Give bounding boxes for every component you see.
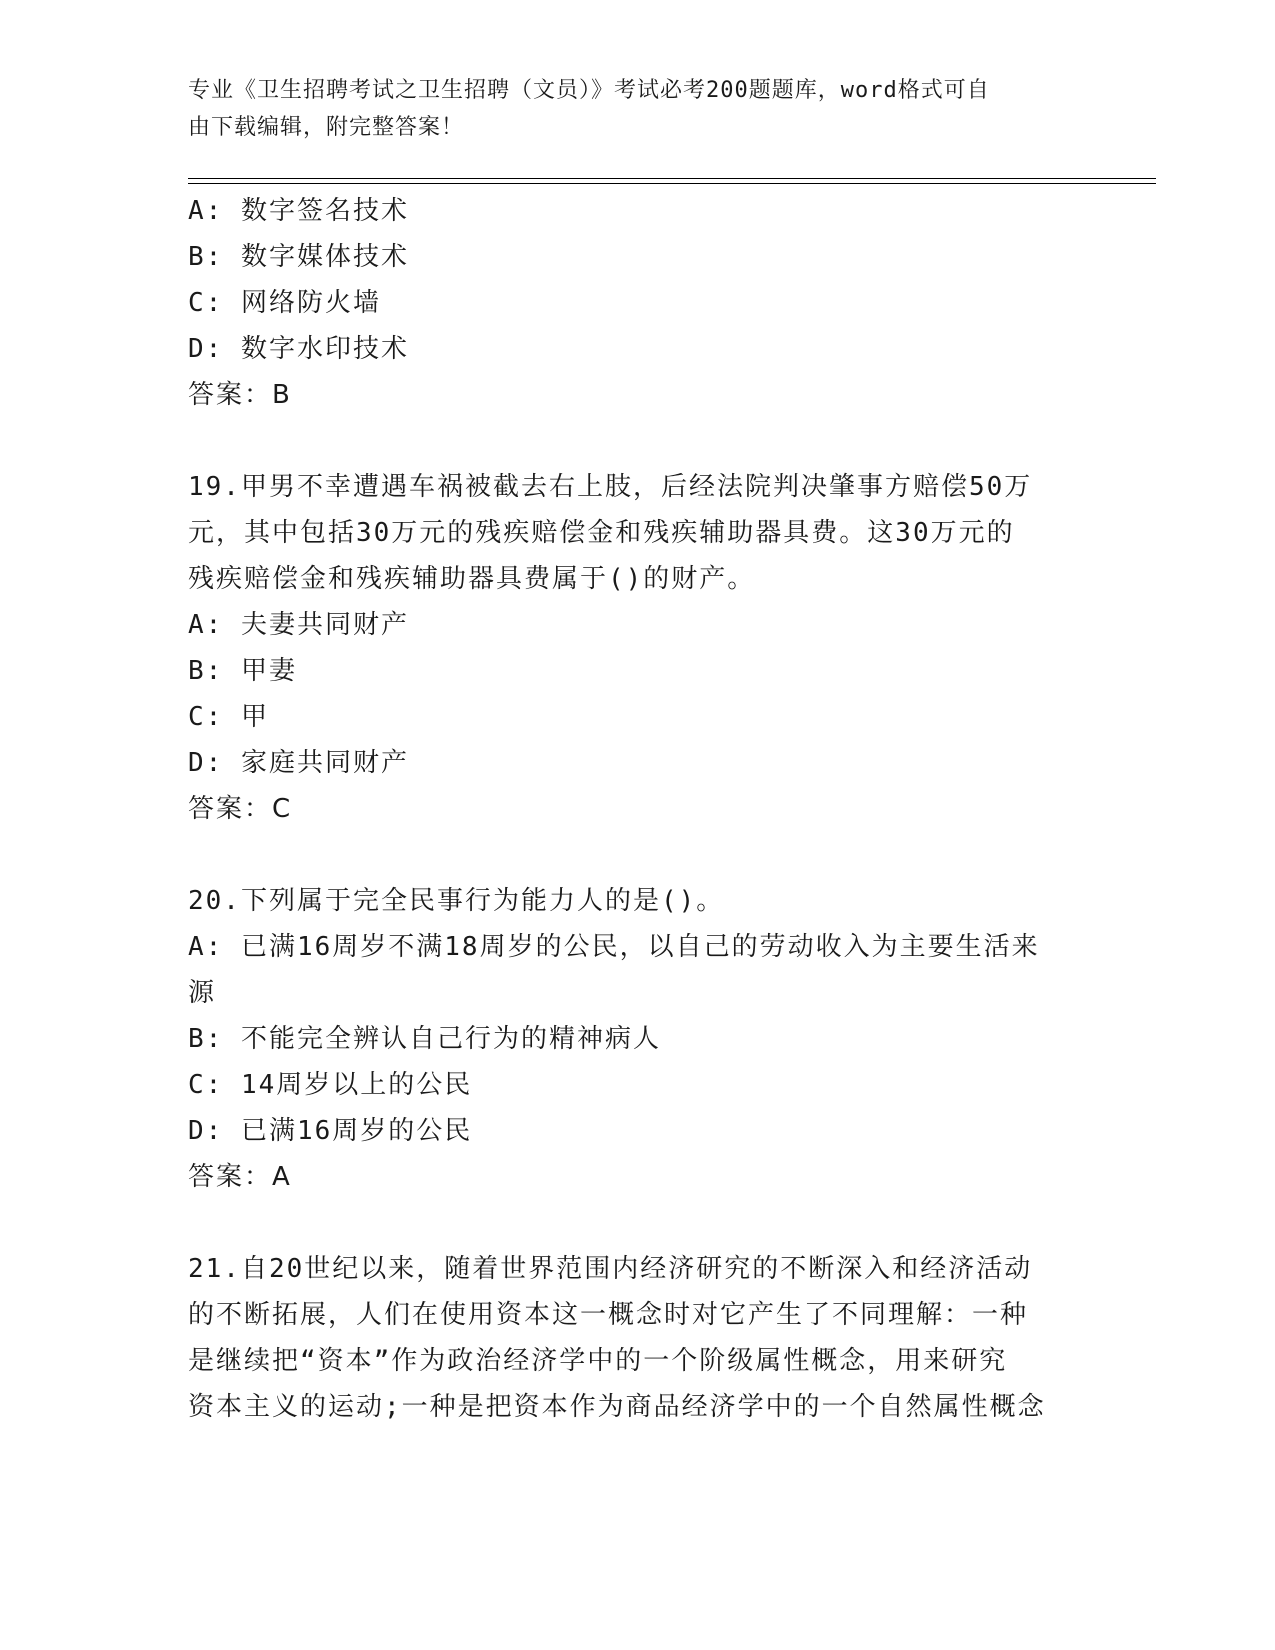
option-d: D: 已满16周岁的公民 — [188, 1116, 473, 1146]
question-stem-line: 19.甲男不幸遭遇车祸被截去右上肢，后经法院判决肇事方赔偿50万 — [188, 472, 1033, 502]
option-c: C: 14周岁以上的公民 — [188, 1070, 473, 1100]
option-d: D: 家庭共同财产 — [188, 748, 409, 778]
question-stem-line: 21.自20世纪以来，随着世界范围内经济研究的不断深入和经济活动 — [188, 1254, 1033, 1284]
header-line-2: 由下载编辑，附完整答案！ — [188, 115, 465, 140]
option-a: A: 已满16周岁不满18周岁的公民，以自己的劳动收入为主要生活来 — [188, 932, 1040, 962]
question-stem-line: 残疾赔偿金和残疾辅助器具费属于()的财产。 — [188, 564, 756, 594]
question-21 — [188, 1246, 1078, 1430]
option-b: B: 甲妻 — [188, 656, 297, 686]
question-stem-line: 元，其中包括30万元的残疾赔偿金和残疾辅助器具费。这30万元的 — [188, 518, 1015, 548]
question-stem-line: 20.下列属于完全民事行为能力人的是()。 — [188, 886, 725, 916]
question-stem-line: 的不断拓展，人们在使用资本这一概念时对它产生了不同理解：一种 — [188, 1300, 1029, 1330]
option-a: A: 数字签名技术 — [188, 196, 409, 226]
question-stem-line: 是继续把“资本”作为政治经济学中的一个阶级属性概念，用来研究 — [188, 1346, 1008, 1376]
header-rule-bottom — [188, 183, 1156, 184]
header-rule-top — [188, 178, 1156, 179]
question-20 — [188, 878, 1078, 1200]
question-18 — [188, 188, 1078, 418]
option-a-continued: 源 — [188, 978, 217, 1008]
answer: 答案：A — [188, 1162, 292, 1192]
option-b: B: 不能完全辨认自己行为的精神病人 — [188, 1024, 661, 1054]
option-a: A: 夫妻共同财产 — [188, 610, 409, 640]
question-stem-line: 资本主义的运动;一种是把资本作为商品经济学中的一个自然属性概念 — [188, 1392, 1046, 1422]
option-d: D: 数字水印技术 — [188, 334, 409, 364]
header-line-1: 专业《卫生招聘考试之卫生招聘（文员）》考试必考200题题库，word格式可自 — [188, 78, 990, 103]
question-19 — [188, 464, 1078, 832]
option-c: C: 网络防火墙 — [188, 288, 381, 318]
answer: 答案：C — [188, 794, 293, 824]
option-b: B: 数字媒体技术 — [188, 242, 409, 272]
document-body — [188, 188, 1078, 1430]
document-header — [188, 72, 1068, 146]
answer: 答案：B — [188, 380, 292, 410]
option-c: C: 甲 — [188, 702, 269, 732]
